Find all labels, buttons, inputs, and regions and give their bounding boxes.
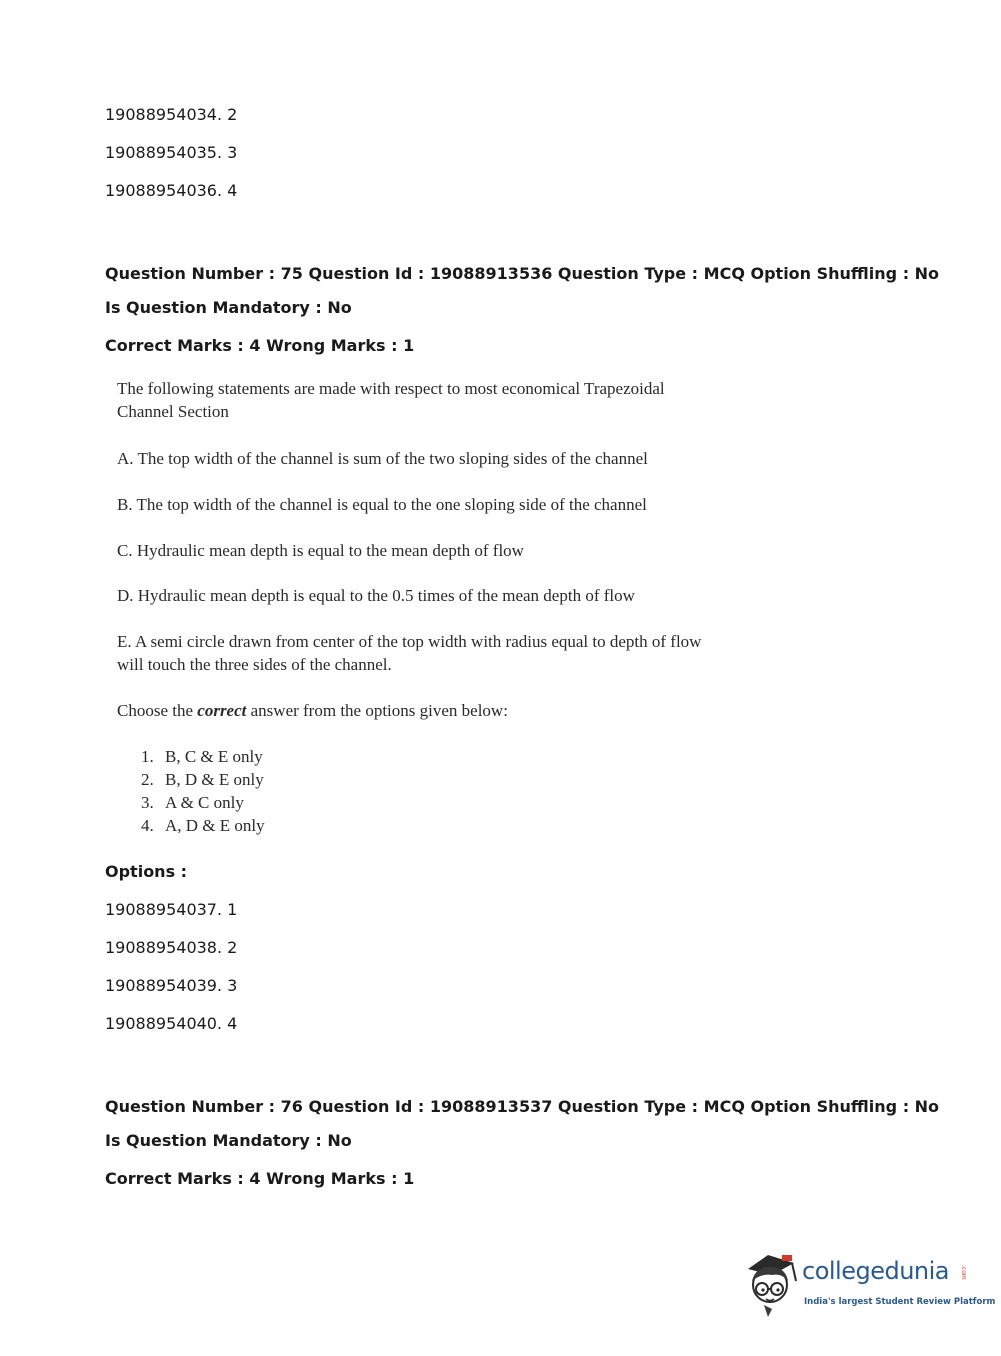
question-header: Question Number : 76 Question Id : 19088913537 Question Type : MCQ Option Shuffling : No xyxy=(105,1097,940,1116)
option-line: 19088954040. 4 xyxy=(105,1014,238,1033)
student-mascot-icon xyxy=(742,1247,802,1317)
question-marks: Correct Marks : 4 Wrong Marks : 1 xyxy=(105,336,415,355)
question-mandatory: Is Question Mandatory : No xyxy=(105,1131,352,1150)
logo-com: .com xyxy=(960,1265,967,1280)
option-line: 19088954034. 2 xyxy=(105,105,238,124)
option-line: 19088954036. 4 xyxy=(105,181,238,200)
answer-choice: 2. B, D & E only xyxy=(141,770,264,789)
collegedunia-logo xyxy=(742,1247,996,1317)
answer-choice: 3. A & C only xyxy=(141,793,244,812)
option-line: 19088954038. 2 xyxy=(105,938,238,957)
question-intro: The following statements are made with respect to most economical Trapezoidal Channel Section xyxy=(117,379,665,421)
statement-a: A. The top width of the channel is sum of the two sloping sides of the channel xyxy=(117,449,648,468)
statement-d: D. Hydraulic mean depth is equal to the 0.5 times of the mean depth of flow xyxy=(117,586,635,605)
question-mandatory: Is Question Mandatory : No xyxy=(105,298,352,317)
answer-choice: 4. A, D & E only xyxy=(141,816,265,835)
question-body xyxy=(117,377,737,847)
choose-instruction: Choose the correct answer from the options given below: xyxy=(117,701,508,720)
logo-tagline: India's largest Student Review Platform xyxy=(804,1297,996,1307)
option-line: 19088954039. 3 xyxy=(105,976,238,995)
option-line: 19088954037. 1 xyxy=(105,900,238,919)
answer-choice: 1. B, C & E only xyxy=(141,747,263,766)
options-label: Options : xyxy=(105,862,188,881)
logo-wordmark: collegedunia xyxy=(802,1257,950,1285)
statement-b: B. The top width of the channel is equal to the one sloping side of the channel xyxy=(117,495,647,514)
statement-e: E. A semi circle drawn from center of the top width with radius equal to depth of flow will touch the three sides of the channel. xyxy=(117,632,702,674)
statement-c: C. Hydraulic mean depth is equal to the mean depth of flow xyxy=(117,541,524,560)
question-header: Question Number : 75 Question Id : 19088913536 Question Type : MCQ Option Shuffling : No xyxy=(105,264,940,283)
option-line: 19088954035. 3 xyxy=(105,143,238,162)
question-marks: Correct Marks : 4 Wrong Marks : 1 xyxy=(105,1169,415,1188)
